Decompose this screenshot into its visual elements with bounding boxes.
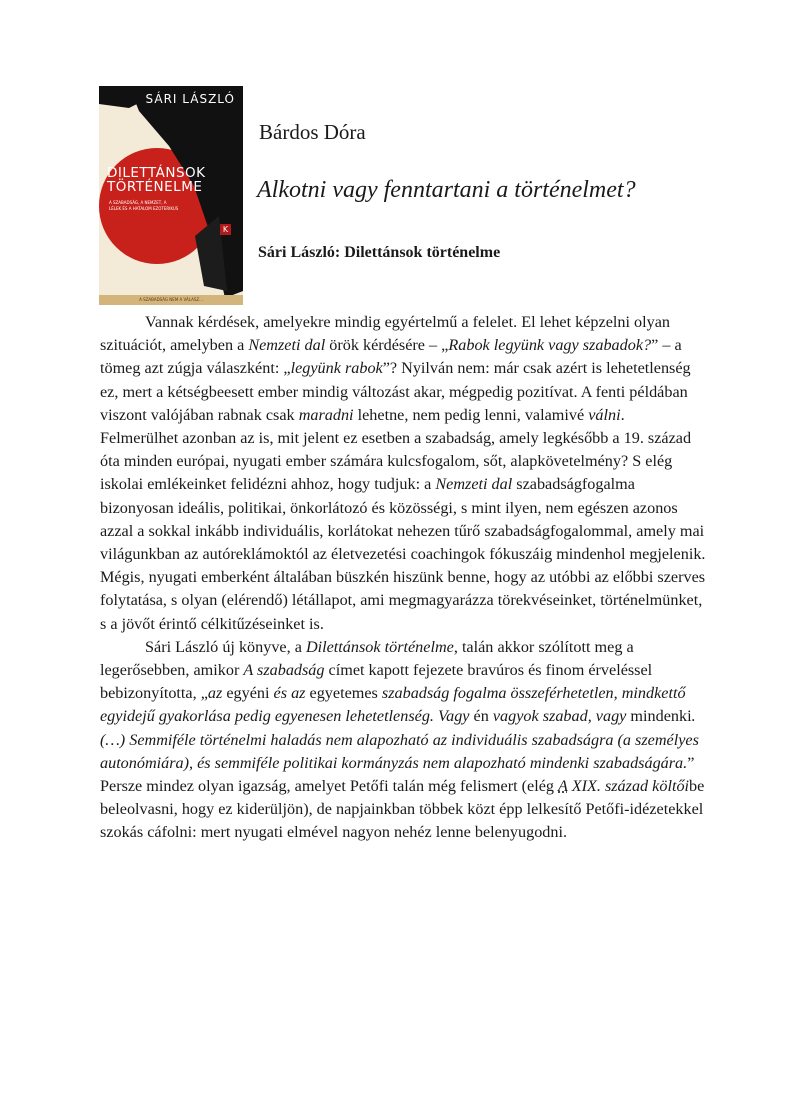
cover-title-line2: TÖRTÉNELME — [107, 179, 203, 195]
italic-run: Rabok legyünk vagy szabadok? — [448, 336, 652, 355]
italic-run: az — [207, 684, 227, 703]
text-run: lehetne, nem pedig lenni, valamivé — [353, 405, 589, 424]
italic-run: maradni — [298, 405, 354, 424]
cover-author: SÁRI LÁSZLÓ — [145, 92, 235, 106]
italic-run: és az — [269, 684, 310, 703]
italic-run: szabadság fogalma összeférhetetlen, mindkettő egyidejű gyakorlása pedig egyenesen lehetetlenség. Vagy — [100, 684, 686, 726]
text-run: . Felmerülhet azonban az is, mit jelent ez esetben a szabadság, amely legkésőbb a 19. század óta minden európai, nyugati ember számára kulcsfogalom, sőt, alapkövetelmény? S elég iskolai emlékeinket felidézni ahhoz, hogy tudjuk: a — [100, 405, 692, 494]
italic-run: Dilettánsok történelme — [305, 637, 454, 656]
cover-title — [107, 166, 217, 194]
article-author: Bárdos Dóra — [259, 120, 366, 144]
text-run: címet kapott fejezete bravúros és finom érveléssel bebizonyította, „ — [100, 661, 653, 703]
italic-run: . (…) Semmiféle történelmi haladás nem alapozható az individuális szabadságra (a személyes autonómiára), és semmiféle politikai kormányzás nem alapozható mindenki szabadságára. — [100, 707, 699, 772]
cover-subtitle: A SZABADSÁG, A NEMZET, A LÉLEK ÉS A HATALOM EZOTERIKUS — [109, 200, 179, 211]
article-subtitle: Sári László: Dilettánsok történelme — [258, 244, 501, 261]
text-run: be beleolvasni, hogy ez kiderüljön), de napjainkban többek közt épp lelkesítő Petőfi-idézetekkel szokás cáfolni: mert nyugati elmével nagyon nehéz lenne belenyugodni. — [100, 777, 705, 842]
cover-title-line1: DILETTÁNSOK — [107, 165, 206, 181]
italic-run: Nemzeti dal — [248, 336, 326, 355]
paragraph-1 — [100, 311, 706, 636]
text-run: ” Persze mindez olyan igazság, amelyet Petőfi talán még felismert (elég — [100, 753, 695, 796]
cover-artwork — [99, 86, 243, 305]
italic-run: A — [558, 777, 568, 796]
text-run: Vannak kérdések, amelyekre mindig egyértelmű a felelet. El lehet képzelni olyan szituációt, amelyben a — [100, 313, 670, 355]
cover-band: A SZABADSÁG NEM A VÁLASZ... — [99, 295, 243, 305]
text-run: ” – a tömeg azt zúgja válaszként: „ — [100, 336, 682, 378]
text-run: örök kérdésére – „ — [325, 336, 449, 355]
italic-run: vagyok szabad, vagy — [488, 707, 631, 726]
text-run: Sári László új könyve, a — [145, 637, 306, 656]
text-run: ”? Nyilván nem: már csak azért is lehetetlenség ez, mert a kétségbeesett ember mindig változást akar, mégpedig pozitívat. A fenti példában viszont valójában rabnak csak — [100, 359, 691, 424]
italic-run: XIX. század költői — [567, 777, 690, 796]
text-run: szabadságfogalma bizonyosan ideális, politikai, önkorlátozó és közösségi, s mint ilyen, nem egészen azonos azzal a sokkal inkább individuális, korlátokat nehezen tűrő szabadságfogalommal, amely mai világunkban az autóreklámoktól az életvezetési coachingok fókuszáig mindenhol megjelenik. Mégis, nyugati emberként általában büszkén hiszünk benne, hogy az utóbbi az előbbi szerves folytatása, s olyan (elérendő) létállapot, ami megmagyarázza törekvéseinket, történelmünket, s a jövőt érintő célkitűzéseinket is. — [100, 475, 706, 633]
italic-run: válni — [588, 405, 621, 424]
text-run: egyéni — [226, 684, 270, 703]
text-run: én — [473, 707, 489, 726]
italic-run: Nemzeti dal — [435, 475, 513, 494]
book-cover — [99, 86, 243, 305]
italic-run: legyünk rabok — [290, 359, 383, 378]
text-run: mindenki — [630, 707, 692, 726]
text-run: , talán akkor szólított meg a legerősebben, amikor — [100, 637, 634, 680]
article-body — [100, 311, 706, 845]
article-title: Alkotni vagy fenntartani a történelmet? — [257, 177, 636, 203]
publisher-logo: K — [220, 224, 231, 235]
text-run: egyetemes — [309, 684, 378, 703]
paragraph-2 — [100, 636, 706, 845]
italic-run: A szabadság — [243, 661, 325, 680]
